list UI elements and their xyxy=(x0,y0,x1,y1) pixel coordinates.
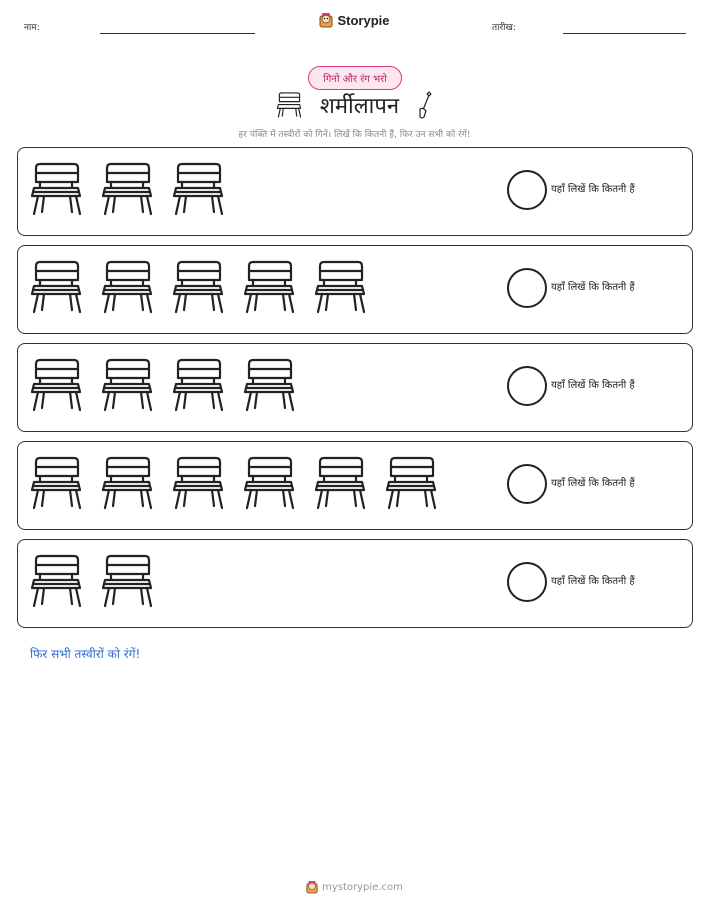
shovel-icon xyxy=(417,90,433,120)
bench-icon xyxy=(101,162,153,216)
name-line[interactable] xyxy=(100,33,255,34)
count-rows xyxy=(17,147,693,637)
bench-icon xyxy=(243,358,295,412)
bench-icon xyxy=(314,260,366,314)
bench-icon xyxy=(30,554,82,608)
bench-icon xyxy=(385,456,437,510)
count-row xyxy=(17,539,693,628)
bench-icon xyxy=(172,260,224,314)
answer-label: यहाँ लिखें कि कितनी हैं xyxy=(551,576,635,587)
storypie-logo-icon xyxy=(319,12,333,28)
bench-icon xyxy=(243,260,295,314)
answer-circle[interactable] xyxy=(507,170,547,210)
count-row xyxy=(17,245,693,334)
site-url: mystorypie.com xyxy=(322,881,403,893)
bench-icon xyxy=(101,456,153,510)
title-row xyxy=(0,90,709,120)
picture-group xyxy=(30,358,295,412)
answer-label: यहाँ लिखें कि कितनी हैं xyxy=(551,478,635,489)
bench-icon xyxy=(276,92,302,118)
bench-icon xyxy=(172,456,224,510)
bench-icon xyxy=(243,456,295,510)
bench-icon xyxy=(101,358,153,412)
bench-icon xyxy=(30,358,82,412)
picture-group xyxy=(30,554,153,608)
bench-icon xyxy=(172,358,224,412)
bench-icon xyxy=(30,456,82,510)
bench-icon xyxy=(101,554,153,608)
date-line[interactable] xyxy=(563,33,686,34)
answer-circle[interactable] xyxy=(507,562,547,602)
answer-circle[interactable] xyxy=(507,366,547,406)
color-all-note: फिर सभी तस्वीरों को रंगें! xyxy=(30,647,141,661)
bench-icon xyxy=(314,456,366,510)
date-label: तारीख: xyxy=(492,23,516,33)
worksheet-title: शर्मीलापन xyxy=(319,94,400,119)
answer-label: यहाँ लिखें कि कितनी हैं xyxy=(551,380,635,391)
name-label: नाम: xyxy=(24,23,40,33)
picture-group xyxy=(30,456,437,510)
answer-circle[interactable] xyxy=(507,268,547,308)
bench-icon xyxy=(30,260,82,314)
answer-label: यहाँ लिखें कि कितनी हैं xyxy=(551,282,635,293)
answer-circle[interactable] xyxy=(507,464,547,504)
picture-group xyxy=(30,162,224,216)
brand xyxy=(0,12,709,28)
count-row xyxy=(17,441,693,530)
bench-icon xyxy=(30,162,82,216)
bench-icon xyxy=(101,260,153,314)
answer-label: यहाँ लिखें कि कितनी हैं xyxy=(551,184,635,195)
storypie-logo-icon xyxy=(306,880,318,894)
site-footer xyxy=(0,880,709,894)
count-row xyxy=(17,343,693,432)
brand-name: Storypie xyxy=(337,12,390,28)
picture-group xyxy=(30,260,366,314)
bench-icon xyxy=(172,162,224,216)
activity-tag: गिनो और रंग भरो xyxy=(308,66,402,90)
instructions: हर पंक्ति में तस्वीरों को गिनें। लिखें कि कितनी हैं, फिर उन सभी को रंगें! xyxy=(238,130,471,140)
count-row xyxy=(17,147,693,236)
